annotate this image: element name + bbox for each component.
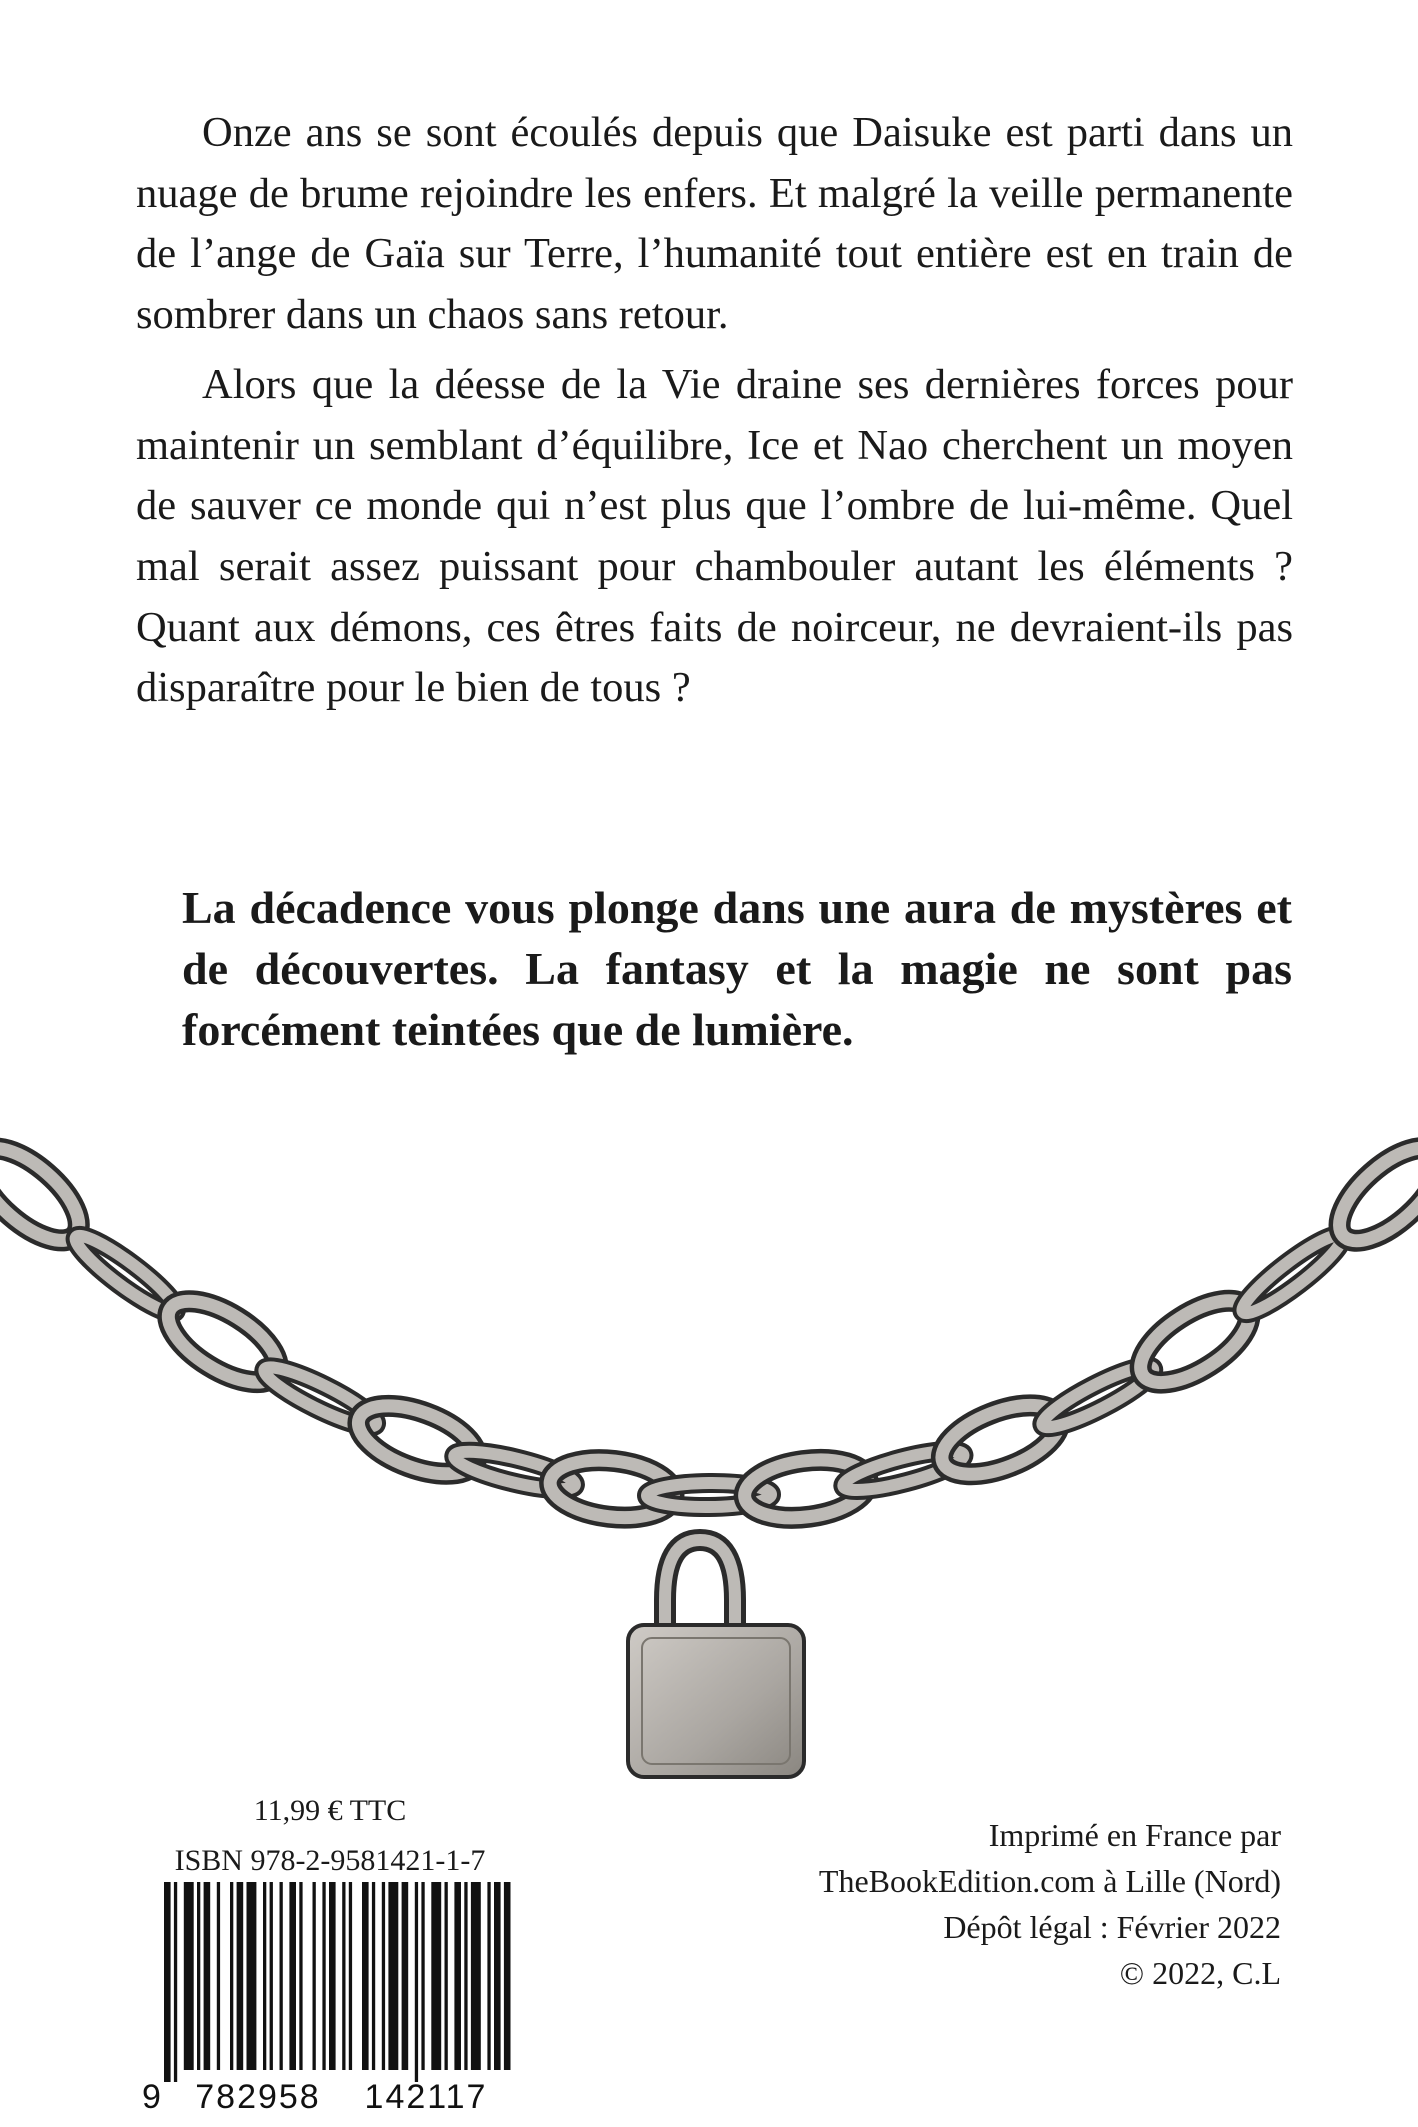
chain-link (1236, 1227, 1349, 1321)
imprint-line-2: TheBookEdition.com à Lille (Nord) (818, 1863, 1281, 1899)
barcode-bar (415, 1882, 418, 2082)
barcode-bar (313, 1882, 316, 2070)
chain-links (0, 1132, 1418, 1525)
barcode-bar (280, 1882, 283, 2070)
barcode-bar (164, 1882, 171, 2082)
padlock (628, 1540, 804, 1777)
barcode-bar (372, 1882, 375, 2070)
barcode-bar (299, 1882, 302, 2070)
barcode-bar (388, 1882, 398, 2070)
barcode-bar (322, 1882, 325, 2070)
barcode-bar (247, 1882, 257, 2070)
barcode-bar (471, 1882, 481, 2070)
barcode-bar (421, 1882, 424, 2070)
synopsis-paragraph-1: Onze ans se sont écoulés depuis que Daisuke est parti dans un nuage de brume rejoindre les enfers. Et malgré la veille permanente de l’ange de Gaïa sur Terre, l’humanité tout entière est en train de sombrer dans un chaos sans retour. (136, 109, 1293, 339)
tagline: La décadence vous plonge dans une aura de mystères et de découvertes. La fantasy et la magie ne sont pas forcément teintées que de lumière. (182, 882, 1292, 1055)
isbn-barcode (140, 1882, 520, 2118)
barcode-bar (454, 1882, 461, 2070)
barcode-bar (464, 1882, 467, 2070)
barcode-digits-right: 142117 (364, 2078, 488, 2116)
barcode-bar (487, 1882, 490, 2070)
barcode-bar (431, 1882, 441, 2070)
chain-padlock-icon (0, 1120, 1418, 1780)
chain-link (1325, 1132, 1418, 1256)
barcode-bar (445, 1882, 448, 2070)
barcode-bar (263, 1882, 266, 2070)
barcode-bar (342, 1882, 345, 2070)
barcode-bar (329, 1882, 336, 2070)
barcode-bar (270, 1882, 273, 2070)
imprint-line-3: Dépôt légal : Février 2022 (943, 1909, 1281, 1945)
imprint-line-4: © 2022, C.L (1119, 1955, 1281, 1991)
barcode-bar (204, 1882, 211, 2070)
barcode-bar (504, 1882, 511, 2070)
barcode-bar (402, 1882, 409, 2070)
barcode-digit-lead: 9 (142, 2078, 161, 2116)
barcode-bar (382, 1882, 385, 2070)
barcode-bar (362, 1882, 369, 2070)
barcode-bar (230, 1882, 233, 2070)
barcode-bar (197, 1882, 200, 2070)
barcode-bar (349, 1882, 352, 2070)
price-label: 11,99 € TTC (253, 1794, 407, 1827)
barcode-bar (237, 1882, 244, 2070)
barcode-bar (174, 1882, 177, 2082)
imprint-block (681, 1812, 1281, 1996)
synopsis-paragraph-2: Alors que la déesse de la Vie draine ses dernières forces pour maintenir un semblant d’équilibre, Ice et Nao cherchent un moyen de sauver ce monde qui n’est plus que l’ombre de lui-même. Quel mal serait assez puissant pour chambouler autant les éléments ? Quant aux démons, ces êtres faits de noirceur, ne devraient-ils pas disparaître pour le bien de tous ? (136, 360, 1293, 712)
barcode-digits-left: 782958 (195, 2078, 321, 2116)
isbn-label: ISBN 978-2-9581421-1-7 (174, 1844, 486, 1877)
imprint-line-1: Imprimé en France par (988, 1817, 1281, 1853)
synopsis (136, 103, 1293, 719)
barcode-bar (217, 1882, 220, 2070)
barcode-bar (184, 1882, 194, 2070)
barcode-bars (164, 1882, 511, 2082)
barcode-bar (494, 1882, 501, 2070)
barcode-bar (289, 1882, 296, 2070)
